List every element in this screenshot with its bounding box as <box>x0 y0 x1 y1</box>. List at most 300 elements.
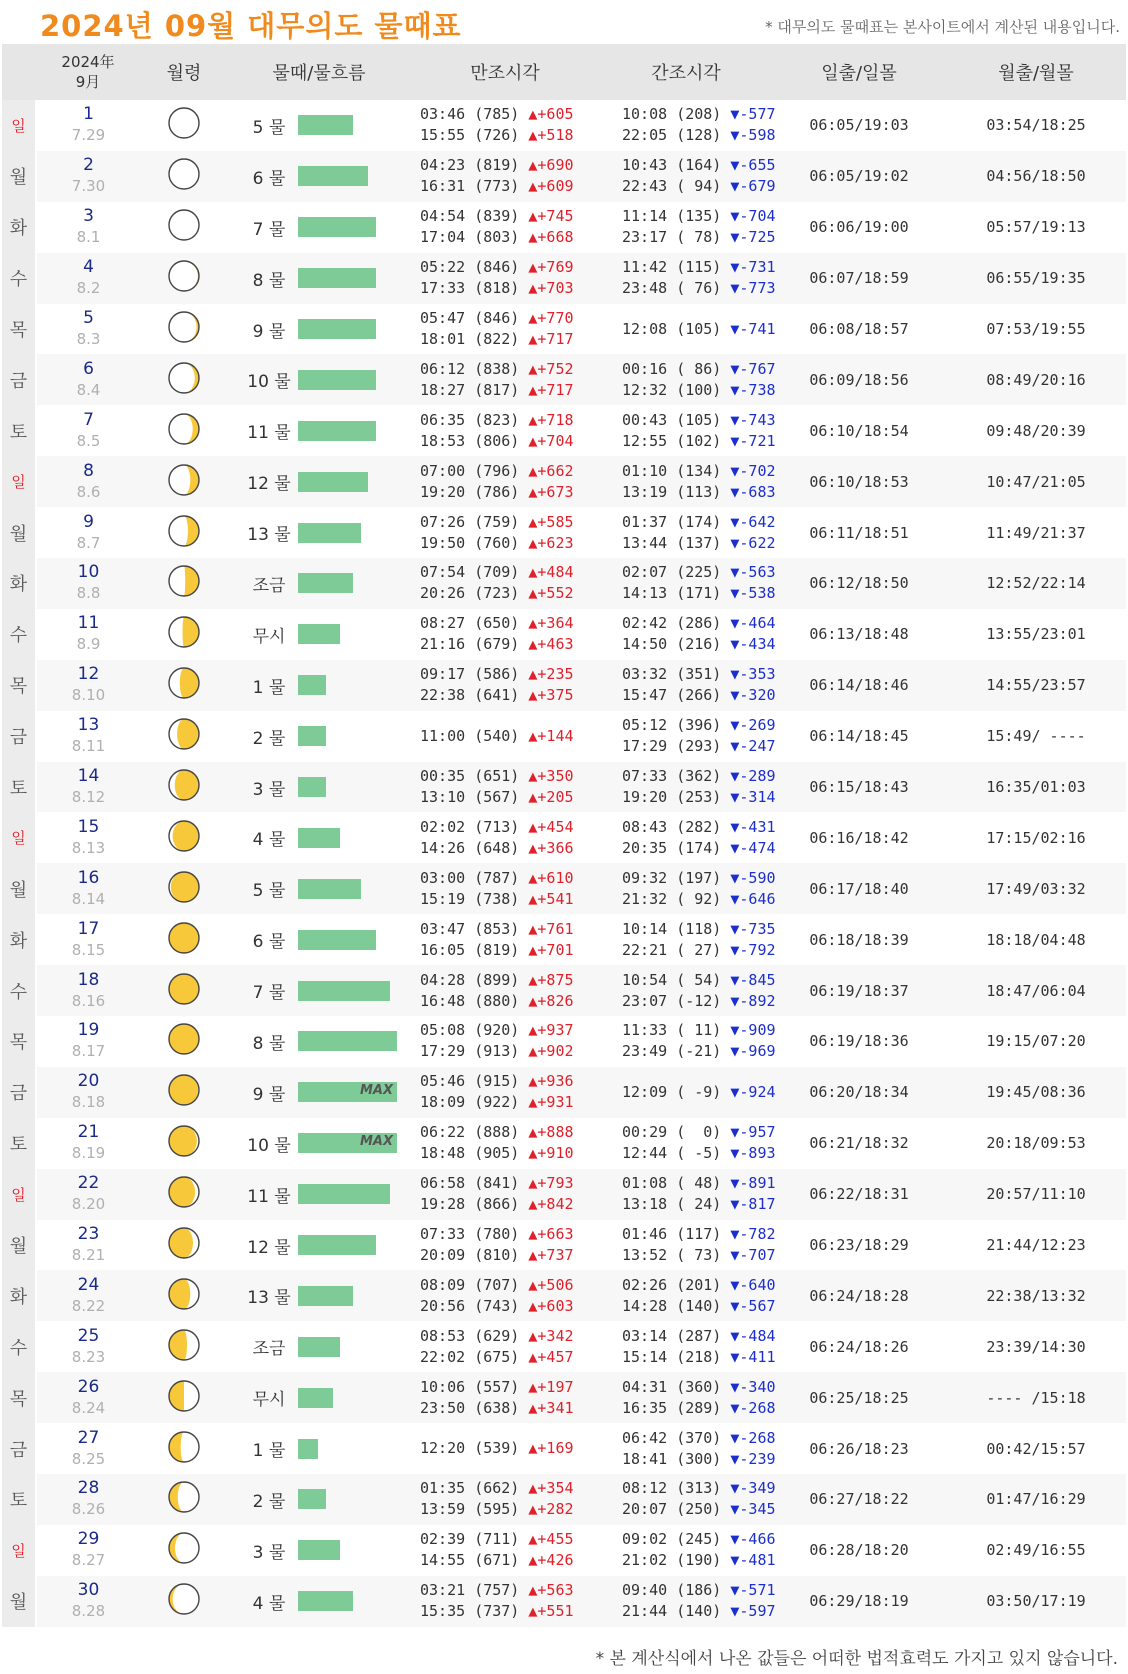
tide-diff: ▼-735 <box>730 919 776 938</box>
flow-bar <box>298 777 326 797</box>
tide-cell <box>228 1067 410 1118</box>
table-row <box>2 354 1126 405</box>
sunrise-sunset-cell: 06:08/18:57 <box>809 320 909 338</box>
moon-phase-icon <box>166 1429 202 1465</box>
moon-phase-icon <box>166 1479 202 1515</box>
moonrise-moonset-cell: 01:47/16:29 <box>986 1490 1086 1509</box>
moon-phase-icon <box>166 1276 202 1312</box>
tide-diff: ▲+690 <box>528 156 574 175</box>
tide-time: 04:54 <box>420 207 466 226</box>
tide-cell <box>228 1169 410 1220</box>
tide-time: 22:21 <box>622 940 668 959</box>
high-tide-entry <box>420 919 600 940</box>
tide-diff: ▲+144 <box>528 726 574 745</box>
low-tide-cell <box>600 405 776 456</box>
tide-height: (629) <box>474 1326 520 1345</box>
tide-height: (300) <box>676 1449 722 1468</box>
tide-height: (140) <box>676 1602 722 1621</box>
high-tide-cell <box>410 151 600 202</box>
tide-cell <box>228 253 410 304</box>
tide-height: (164) <box>676 156 722 175</box>
low-tide-entry <box>622 613 776 634</box>
flow-bar <box>298 1337 340 1357</box>
calculation-note: * 대무의도 물때표는 본사이트에서 계산된 내용입니다. <box>765 18 1120 36</box>
table-row <box>2 405 1126 456</box>
high-tide-entry <box>420 583 600 604</box>
lunar-date: 8.8 <box>76 584 101 603</box>
tide-time: 11:14 <box>622 207 668 226</box>
date-header-month: 9月 <box>75 73 101 91</box>
tide-diff: ▼-567 <box>730 1296 776 1315</box>
lunar-date: 8.25 <box>71 1449 106 1468</box>
tide-diff: ▼-640 <box>730 1275 776 1294</box>
weekday-cell: 토 <box>2 1474 36 1525</box>
low-tide-cell <box>600 304 776 355</box>
tide-diff: ▼-353 <box>730 665 776 684</box>
high-tide-entry <box>420 176 600 197</box>
flow-bar <box>298 1540 340 1560</box>
moon-phase-icon <box>166 767 202 803</box>
tide-time: 23:49 <box>622 1042 668 1061</box>
moonrise-moonset-cell: 08:49/20:16 <box>986 370 1086 389</box>
tide-diff: ▼-679 <box>730 177 776 196</box>
tide-time: 03:32 <box>622 665 668 684</box>
moon-phase-icon <box>166 513 202 549</box>
high-tide-entry <box>420 227 600 248</box>
solar-day: 14 <box>77 766 100 787</box>
weekday-cell: 수 <box>2 609 36 660</box>
moon-phase-icon <box>166 920 202 956</box>
tide-time: 07:33 <box>622 767 668 786</box>
flow-bar <box>298 1082 397 1102</box>
moon-phase-cell <box>140 812 228 863</box>
table-row <box>2 711 1126 762</box>
moon-phase-cell <box>140 1576 228 1627</box>
tide-cell <box>228 405 410 456</box>
tide-height: (853) <box>474 919 520 938</box>
tide-height: (115) <box>676 258 722 277</box>
moon-phase-icon <box>166 818 202 854</box>
high-tide-cell <box>410 253 600 304</box>
tide-height: ( 94) <box>676 177 722 196</box>
high-tide-entry <box>420 257 600 278</box>
tide-diff: ▲+342 <box>528 1326 574 1345</box>
tide-diff: ▼-239 <box>730 1449 776 1468</box>
tide-time: 01:35 <box>420 1479 466 1498</box>
solar-day: 20 <box>77 1071 100 1092</box>
tide-height: (819) <box>474 156 520 175</box>
weekday-cell: 월 <box>2 1220 36 1271</box>
tide-height: ( 0) <box>676 1123 722 1142</box>
tide-time: 06:12 <box>420 359 466 378</box>
tide-time: 22:05 <box>622 126 668 145</box>
tide-name: 9 물 <box>252 321 286 342</box>
tide-time: 08:09 <box>420 1275 466 1294</box>
tide-height: (137) <box>676 533 722 552</box>
high-tide-cell <box>410 609 600 660</box>
tide-diff: ▲+875 <box>528 970 574 989</box>
max-label: MAX <box>359 1083 393 1099</box>
tide-name: 11 물 <box>247 423 291 444</box>
moon-phase-icon <box>166 563 202 599</box>
tide-height: ( 78) <box>676 228 722 247</box>
low-tide-entry <box>622 1529 776 1550</box>
low-tide-entry <box>622 889 776 910</box>
flow-bar <box>298 624 340 644</box>
low-tide-header: 간조시각 <box>651 63 721 84</box>
tide-height: (-12) <box>676 991 722 1010</box>
flow-bar <box>298 1235 376 1255</box>
tide-diff: ▲+205 <box>528 788 574 807</box>
tide-height: (117) <box>676 1225 722 1244</box>
tide-height: (648) <box>474 838 520 857</box>
tide-time: 01:10 <box>622 461 668 480</box>
moon-phase-cell <box>140 304 228 355</box>
tide-height: (351) <box>676 665 722 684</box>
tide-diff: ▼-707 <box>730 1246 776 1265</box>
tide-height: ( 54) <box>676 970 722 989</box>
tide-diff: ▲+341 <box>528 1398 574 1417</box>
date-cell <box>36 405 140 456</box>
tide-diff: ▲+937 <box>528 1021 574 1040</box>
tide-diff: ▲+455 <box>528 1530 574 1549</box>
tide-diff: ▼-957 <box>730 1123 776 1142</box>
tide-time: 07:33 <box>420 1225 466 1244</box>
date-cell <box>36 1576 140 1627</box>
tide-time: 00:43 <box>622 410 668 429</box>
tide-diff: ▲+703 <box>528 279 574 298</box>
high-tide-entry <box>420 766 600 787</box>
tide-height: (810) <box>474 1246 520 1265</box>
low-tide-entry <box>622 1449 776 1470</box>
low-tide-cell <box>600 1576 776 1627</box>
weekday-cell: 목 <box>2 304 36 355</box>
high-tide-cell <box>410 660 600 711</box>
table-body <box>2 100 1126 1627</box>
tide-diff: ▲+745 <box>528 207 574 226</box>
low-tide-entry <box>622 1347 776 1368</box>
tide-diff: ▼-622 <box>730 533 776 552</box>
date-cell <box>36 253 140 304</box>
date-cell <box>36 1169 140 1220</box>
tide-diff: ▲+552 <box>528 584 574 603</box>
low-tide-entry <box>622 1173 776 1194</box>
low-tide-entry <box>622 359 776 380</box>
tide-diff: ▼-538 <box>730 584 776 603</box>
low-tide-cell <box>600 456 776 507</box>
table-row <box>2 863 1126 914</box>
flow-bar <box>298 879 361 899</box>
lunar-date: 8.14 <box>71 889 106 908</box>
solar-day: 23 <box>77 1224 100 1245</box>
high-tide-entry <box>420 1601 600 1622</box>
high-tide-entry <box>420 380 600 401</box>
lunar-date: 8.5 <box>76 431 101 450</box>
low-tide-cell <box>600 558 776 609</box>
low-tide-entry <box>622 1398 776 1419</box>
moon-phase-icon <box>166 614 202 650</box>
date-cell <box>36 711 140 762</box>
lunar-date: 8.19 <box>71 1144 106 1163</box>
tide-time: 13:10 <box>420 788 466 807</box>
moon-phase-icon <box>166 1581 202 1617</box>
solar-day: 18 <box>77 969 100 990</box>
high-tide-entry <box>420 1224 600 1245</box>
tide-diff: ▼-743 <box>730 410 776 429</box>
moon-phase-cell <box>140 100 228 151</box>
tide-time: 21:02 <box>622 1551 668 1570</box>
tide-diff: ▲+718 <box>528 410 574 429</box>
tide-height: (707) <box>474 1275 520 1294</box>
tide-time: 00:16 <box>622 359 668 378</box>
tide-time: 01:46 <box>622 1225 668 1244</box>
date-header <box>36 44 140 100</box>
flow-bar <box>298 472 368 492</box>
tide-height: ( -9) <box>676 1082 722 1101</box>
tide-time: 10:14 <box>622 919 668 938</box>
low-tide-entry <box>622 1601 776 1622</box>
high-tide-cell <box>410 558 600 609</box>
tide-diff: ▲+426 <box>528 1551 574 1570</box>
tide-height: (174) <box>676 512 722 531</box>
tide-height: (100) <box>676 380 722 399</box>
moon-phase-cell <box>140 965 228 1016</box>
high-tide-cell <box>410 1270 600 1321</box>
tide-time: 11:33 <box>622 1021 668 1040</box>
tide-height: (250) <box>676 1500 722 1519</box>
tide-diff: ▼-702 <box>730 461 776 480</box>
tide-name: 3 물 <box>252 779 286 800</box>
high-tide-entry <box>420 359 600 380</box>
weekday-cell: 일 <box>2 100 36 151</box>
low-tide-entry <box>622 766 776 787</box>
tide-time: 15:19 <box>420 889 466 908</box>
moon-phase-cell <box>140 609 228 660</box>
tide-time: 00:29 <box>622 1123 668 1142</box>
flow-bar <box>298 1133 397 1153</box>
tide-height: (113) <box>676 482 722 501</box>
tide-time: 18:48 <box>420 1144 466 1163</box>
tide-diff: ▲+457 <box>528 1347 574 1366</box>
tide-time: 05:08 <box>420 1021 466 1040</box>
low-tide-entry <box>622 736 776 757</box>
tide-height: (540) <box>474 726 520 745</box>
high-tide-entry <box>420 889 600 910</box>
low-tide-cell <box>600 1220 776 1271</box>
high-tide-cell <box>410 1474 600 1525</box>
low-tide-entry <box>622 562 776 583</box>
tide-time: 16:35 <box>622 1398 668 1417</box>
high-tide-cell <box>410 711 600 762</box>
low-tide-cell <box>600 660 776 711</box>
sunrise-sunset-cell: 06:28/18:20 <box>809 1541 909 1560</box>
tide-name: 6 물 <box>252 932 286 953</box>
tide-height: (266) <box>676 686 722 705</box>
date-cell <box>36 354 140 405</box>
sunrise-sunset-cell: 06:27/18:22 <box>809 1490 909 1509</box>
tide-height: (726) <box>474 126 520 145</box>
date-header-year: 2024年 <box>61 53 115 71</box>
date-cell <box>36 304 140 355</box>
moon-phase-cell <box>140 711 228 762</box>
sunrise-sunset-cell: 06:07/18:59 <box>809 269 909 288</box>
tide-diff: ▲+354 <box>528 1479 574 1498</box>
tide-diff: ▼-577 <box>730 105 776 124</box>
high-tide-entry <box>420 1194 600 1215</box>
moonrise-moonset-cell: 00:42/15:57 <box>986 1439 1086 1458</box>
sunrise-sunset-cell: 06:16/18:42 <box>809 828 909 847</box>
solar-day: 21 <box>77 1122 100 1143</box>
tide-cell <box>228 558 410 609</box>
tide-time: 14:26 <box>420 838 466 857</box>
lunar-date: 8.15 <box>71 940 106 959</box>
high-tide-cell <box>410 507 600 558</box>
tide-diff: ▲+484 <box>528 563 574 582</box>
tide-diff: ▲+551 <box>528 1602 574 1621</box>
tide-time: 20:35 <box>622 838 668 857</box>
tide-time: 16:48 <box>420 991 466 1010</box>
date-cell <box>36 762 140 813</box>
tide-height: (866) <box>474 1195 520 1214</box>
tide-diff: ▼-345 <box>730 1500 776 1519</box>
flow-bar <box>298 1388 333 1408</box>
tide-height: (818) <box>474 279 520 298</box>
weekday-cell: 월 <box>2 151 36 202</box>
tide-height: (846) <box>474 258 520 277</box>
moon-phase-icon <box>166 716 202 752</box>
tide-diff: ▲+235 <box>528 665 574 684</box>
moon-phase-cell <box>140 253 228 304</box>
tide-diff: ▼-466 <box>730 1530 776 1549</box>
tide-diff: ▲+563 <box>528 1581 574 1600</box>
tide-diff: ▲+662 <box>528 461 574 480</box>
lunar-date: 8.11 <box>71 737 106 756</box>
flow-bar <box>298 726 326 746</box>
table-row <box>2 762 1126 813</box>
solar-day: 11 <box>77 613 100 634</box>
tide-height: (773) <box>474 177 520 196</box>
tide-cell <box>228 609 410 660</box>
tide-time: 21:16 <box>420 635 466 654</box>
moon-phase-cell <box>140 558 228 609</box>
tide-height: (711) <box>474 1530 520 1549</box>
tide-cell <box>228 1220 410 1271</box>
tide-height: (360) <box>676 1377 722 1396</box>
tide-diff: ▲+668 <box>528 228 574 247</box>
low-tide-cell <box>600 1270 776 1321</box>
moonrise-moonset-cell: 23:39/14:30 <box>986 1337 1086 1356</box>
weekday-cell: 일 <box>2 456 36 507</box>
low-tide-cell <box>600 253 776 304</box>
tide-time: 04:31 <box>622 1377 668 1396</box>
sunrise-sunset-cell: 06:09/18:56 <box>809 370 909 389</box>
high-tide-cell <box>410 812 600 863</box>
tide-cell <box>228 660 410 711</box>
tide-diff: ▲+454 <box>528 817 574 836</box>
low-tide-entry <box>622 1499 776 1520</box>
tide-diff: ▲+793 <box>528 1174 574 1193</box>
tide-diff: ▲+603 <box>528 1296 574 1315</box>
sunrise-sunset-cell: 06:14/18:46 <box>809 676 909 695</box>
low-tide-entry <box>622 1428 776 1449</box>
tide-time: 17:04 <box>420 228 466 247</box>
date-cell <box>36 1321 140 1372</box>
tide-table <box>2 44 1126 1627</box>
tide-time: 17:29 <box>622 737 668 756</box>
tide-time: 02:02 <box>420 817 466 836</box>
table-row <box>2 609 1126 660</box>
tide-name: 8 물 <box>252 1033 286 1054</box>
tide-diff: ▲+704 <box>528 431 574 450</box>
tide-cell <box>228 1474 410 1525</box>
tide-height: (293) <box>676 737 722 756</box>
table-header-row <box>2 44 1126 100</box>
tide-name: 11 물 <box>247 1186 291 1207</box>
table-row <box>2 558 1126 609</box>
high-tide-entry <box>420 533 600 554</box>
date-cell <box>36 1372 140 1423</box>
tide-diff: ▲+197 <box>528 1377 574 1396</box>
high-tide-entry <box>420 1499 600 1520</box>
tide-diff: ▼-892 <box>730 991 776 1010</box>
table-row <box>2 304 1126 355</box>
sunrise-sunset-cell: 06:20/18:34 <box>809 1083 909 1102</box>
lunar-date: 7.29 <box>71 126 106 145</box>
low-tide-entry <box>622 1194 776 1215</box>
low-tide-cell <box>600 507 776 558</box>
tide-time: 18:41 <box>622 1449 668 1468</box>
high-tide-entry <box>420 482 600 503</box>
table-row <box>2 507 1126 558</box>
moonrise-moonset-cell: 05:57/19:13 <box>986 218 1086 237</box>
tide-time: 21:44 <box>622 1602 668 1621</box>
tide-diff: ▼-891 <box>730 1174 776 1193</box>
moon-phase-icon <box>166 1225 202 1261</box>
low-tide-entry <box>622 919 776 940</box>
tide-time: 19:20 <box>622 788 668 807</box>
tide-height: (913) <box>474 1042 520 1061</box>
high-tide-entry <box>420 104 600 125</box>
moon-phase-icon <box>166 1021 202 1057</box>
high-tide-entry <box>420 1041 600 1062</box>
moon-phase-cell <box>140 1474 228 1525</box>
high-tide-cell <box>410 1220 600 1271</box>
tide-diff: ▼-725 <box>730 228 776 247</box>
high-tide-cell <box>410 1525 600 1576</box>
tide-height: (822) <box>474 330 520 348</box>
tide-diff: ▼-268 <box>730 1428 776 1447</box>
tide-time: 20:56 <box>420 1296 466 1315</box>
tide-height: (128) <box>676 126 722 145</box>
low-tide-entry <box>622 838 776 859</box>
low-tide-entry <box>622 1245 776 1266</box>
tide-time: 13:59 <box>420 1500 466 1519</box>
tide-cell <box>228 1576 410 1627</box>
tide-height: (282) <box>676 817 722 836</box>
tide-time: 19:28 <box>420 1195 466 1214</box>
tide-height: (289) <box>676 1398 722 1417</box>
moonrise-moonset-cell: 21:44/12:23 <box>986 1236 1086 1255</box>
tide-diff: ▲+350 <box>528 767 574 786</box>
tide-height: (245) <box>676 1530 722 1549</box>
tide-diff: ▼-704 <box>730 207 776 226</box>
tide-height: (286) <box>676 614 722 633</box>
moonrise-moonset-cell: 20:57/11:10 <box>986 1185 1086 1204</box>
low-tide-cell <box>600 1423 776 1474</box>
high-tide-cell <box>410 100 600 151</box>
date-cell <box>36 1118 140 1169</box>
date-cell <box>36 1220 140 1271</box>
